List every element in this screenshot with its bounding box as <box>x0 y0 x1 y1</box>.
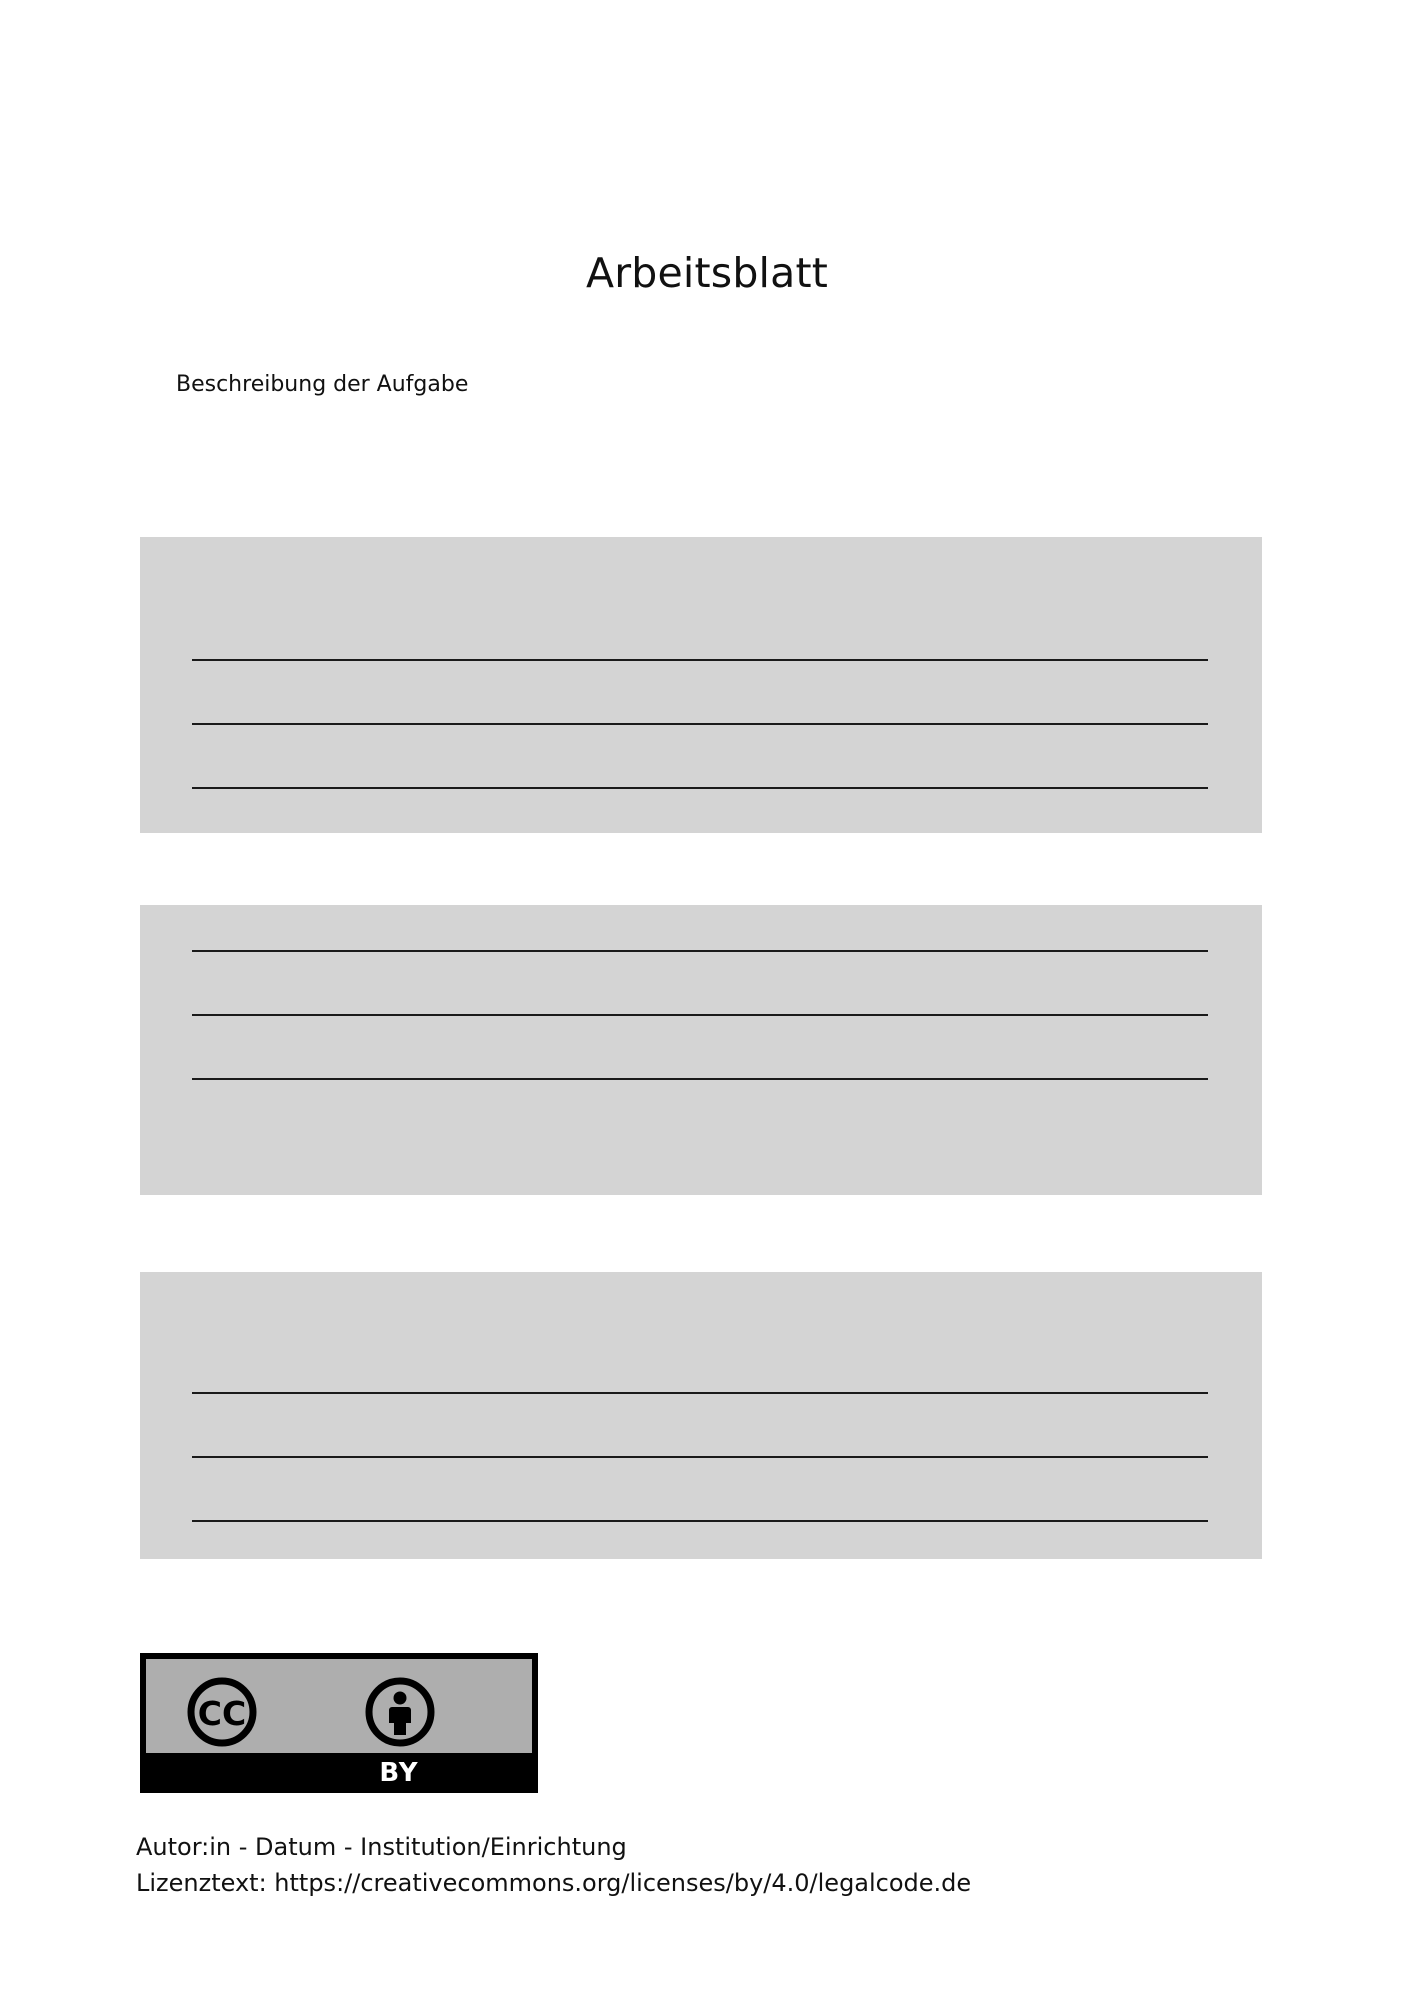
answer-block-1[interactable] <box>140 537 1262 833</box>
creative-commons-by-badge[interactable] <box>140 1653 538 1793</box>
writing-line <box>192 787 1208 789</box>
by-person-icon <box>354 1677 446 1751</box>
task-description: Beschreibung der Aufgabe <box>176 372 469 397</box>
writing-line <box>192 1078 1208 1080</box>
answer-block-2[interactable] <box>140 905 1262 1195</box>
svg-text:CC: CC <box>197 1694 247 1733</box>
cc-circle-icon <box>168 1677 276 1751</box>
page-title: Arbeitsblatt <box>585 249 829 298</box>
writing-line <box>192 659 1208 661</box>
writing-line <box>192 1014 1208 1016</box>
license-line: Lizenztext: https://creativecommons.org/licenses/by/4.0/legalcode.de <box>136 1868 972 1897</box>
badge-top-area <box>140 1653 538 1759</box>
footer <box>136 1830 971 1901</box>
badge-bottom-area <box>140 1753 538 1793</box>
writing-line <box>192 1520 1208 1522</box>
credit-line: Autor:in - Datum - Institution/Einrichtung <box>136 1833 627 1861</box>
writing-line <box>192 950 1208 952</box>
writing-line <box>192 1392 1208 1394</box>
writing-line <box>192 723 1208 725</box>
answer-block-3[interactable] <box>140 1272 1262 1559</box>
writing-line <box>192 1456 1208 1458</box>
badge-by-label: BY <box>379 1758 419 1788</box>
